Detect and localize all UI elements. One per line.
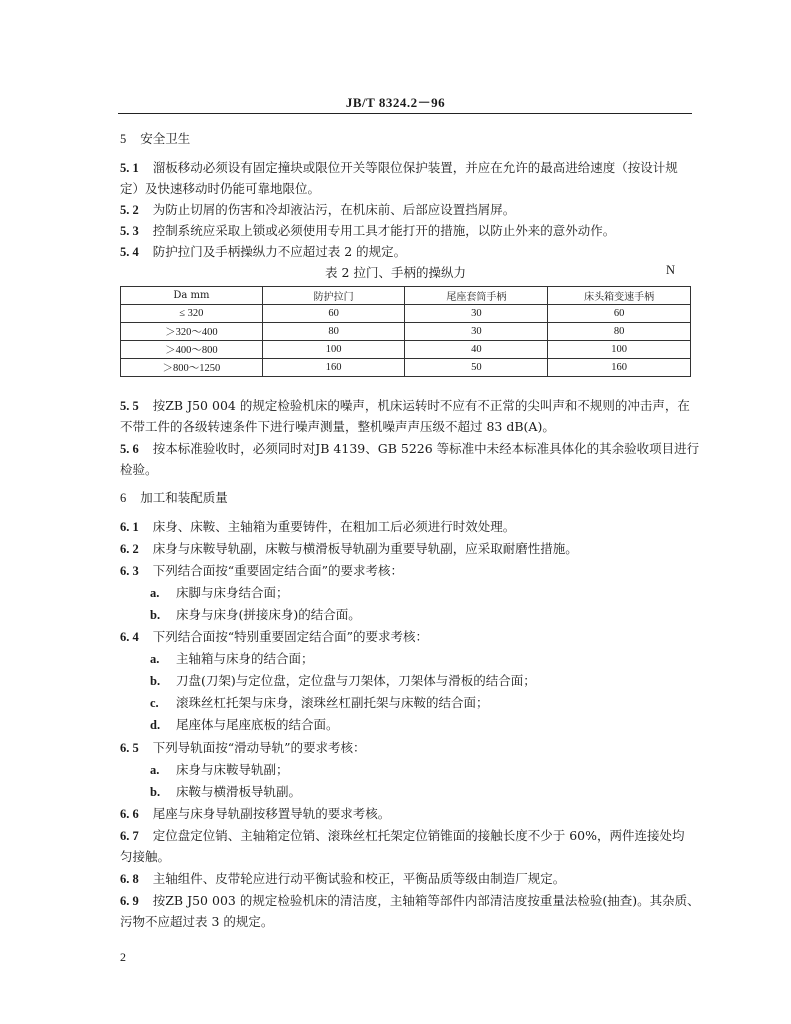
clause-number: 6. 8 xyxy=(120,872,139,886)
clause-number: 6. 3 xyxy=(120,564,139,578)
list-item xyxy=(150,781,301,803)
list-letter: a. xyxy=(150,586,160,600)
clause-number: 6. 5 xyxy=(120,741,139,755)
clause-6-7 xyxy=(120,825,692,847)
clause-text: 床身与床鞍导轨副，床鞍与横滑板导轨副为重要导轨副，应采取耐磨性措施。 xyxy=(152,541,578,556)
clause-5-5 xyxy=(120,395,692,417)
list-text: 床鞍与横滑板导轨副。 xyxy=(176,784,302,799)
table-row xyxy=(121,359,691,377)
table-cell: 100 xyxy=(548,341,691,359)
table-row xyxy=(121,323,691,341)
clause-6-1 xyxy=(120,516,692,538)
clause-text: 下列结合面按“特别重要固定结合面”的要求考核： xyxy=(152,629,429,644)
clause-6-9-cont xyxy=(120,911,692,932)
clause-text: 定）及快速移动时仍能可靠地限位。 xyxy=(120,181,321,196)
table-header-cell: 防护拉门 xyxy=(262,287,405,305)
clause-6-4 xyxy=(120,626,692,648)
clause-6-3 xyxy=(120,560,692,582)
list-letter: b. xyxy=(150,674,161,688)
table-cell: 60 xyxy=(548,305,691,323)
clause-number: 6. 1 xyxy=(120,520,139,534)
table-cell: 160 xyxy=(262,359,405,377)
clause-text: 溜板移动必须设有固定撞块或限位开关等限位保护装置，并应在允许的最高进给速度（按设计规 xyxy=(152,160,678,175)
table-2-caption: 表 2 拉门、手柄的操纵力 xyxy=(325,265,466,280)
list-item xyxy=(150,759,289,781)
clause-number: 6. 4 xyxy=(120,630,139,644)
list-text: 刀盘(刀架)与定位盘，定位盘与刀架体，刀架体与滑板的结合面； xyxy=(176,673,536,688)
clause-text: 下列结合面按“重要固定结合面”的要求考核： xyxy=(152,563,404,578)
list-letter: b. xyxy=(150,608,161,622)
table-cell: 100 xyxy=(262,341,405,359)
table-cell: 50 xyxy=(405,359,548,377)
clause-5-3 xyxy=(120,220,692,242)
clause-text: 床身、床鞍、主轴箱为重要铸件，在粗加工后必须进行时效处理。 xyxy=(152,519,516,534)
section-number: 5 xyxy=(120,132,127,146)
list-item xyxy=(150,604,361,626)
list-item xyxy=(150,582,289,604)
standard-code-header: JB/T 8324.2－96 xyxy=(345,95,446,110)
table-header-cell: Da mm xyxy=(121,287,263,305)
section-5-heading xyxy=(120,128,692,150)
clause-6-9 xyxy=(120,890,700,912)
clause-text: 为防止切屑的伤害和冷却液沾污，在机床前、后部应设置挡屑屏。 xyxy=(152,202,516,217)
clause-text: 匀接触。 xyxy=(120,849,171,864)
clause-text: 污物不应超过表 3 的规定。 xyxy=(120,914,274,929)
list-item xyxy=(150,714,339,736)
section-number: 6 xyxy=(120,491,127,505)
table-2 xyxy=(120,286,691,377)
clause-5-1-cont xyxy=(120,178,692,199)
clause-text: 尾座与床身导轨副按移置导轨的要求考核。 xyxy=(152,806,391,821)
clause-text: 不带工件的各级转速条件下进行噪声测量，整机噪声声压级不超过 83 dB(A)。 xyxy=(120,419,555,434)
table-cell: 60 xyxy=(262,305,405,323)
header-rule xyxy=(118,113,692,114)
table-row xyxy=(121,305,691,323)
table-cell: ＞320～400 xyxy=(121,323,263,341)
clause-text: 主轴组件、皮带轮应进行动平衡试验和校正，平衡品质等级由制造厂规定。 xyxy=(152,871,566,886)
list-item xyxy=(150,670,536,692)
clause-6-6 xyxy=(120,803,692,825)
list-text: 主轴箱与床身的结合面； xyxy=(176,651,314,666)
clause-text: 按本标准验收时，必须同时对JB 4139、GB 5226 等标准中未经本标准具体化的其余验收项目进行 xyxy=(152,441,700,456)
clause-5-6-cont xyxy=(120,459,692,480)
table-cell: ＞800～1250 xyxy=(121,359,263,377)
clause-text: 防护拉门及手柄操纵力不应超过表 2 的规定。 xyxy=(152,244,407,259)
clause-number: 5. 5 xyxy=(120,399,139,413)
clause-6-5 xyxy=(120,737,692,759)
clause-5-6 xyxy=(120,438,700,460)
clause-text: 控制系统应采取上锁或必须使用专用工具才能打开的措施，以防止外来的意外动作。 xyxy=(152,223,616,238)
clause-number: 6. 2 xyxy=(120,542,139,556)
clause-number: 5. 2 xyxy=(120,203,139,217)
table-row xyxy=(121,341,691,359)
table-cell: 30 xyxy=(405,305,548,323)
table-cell: 30 xyxy=(405,323,548,341)
table-header-cell: 床头箱变速手柄 xyxy=(548,287,691,305)
list-item xyxy=(150,648,314,670)
table-cell: 80 xyxy=(548,323,691,341)
table-cell: ＞400～800 xyxy=(121,341,263,359)
clause-text: 按ZB J50 004 的规定检验机床的噪声，机床运转时不应有不正常的尖叫声和不规则的冲击声，在 xyxy=(152,398,690,413)
table-cell: ≤ 320 xyxy=(121,305,263,323)
table-cell: 80 xyxy=(262,323,405,341)
clause-number: 6. 7 xyxy=(120,829,139,843)
section-title: 安全卫生 xyxy=(140,131,191,146)
list-letter: b. xyxy=(150,785,161,799)
clause-text: 按ZB J50 003 的规定检验机床的清洁度，主轴箱等部件内部清洁度按重量法检验(抽查)。其杂质、 xyxy=(152,893,700,908)
clause-6-8 xyxy=(120,868,692,890)
list-text: 床身与床身(拼接床身)的结合面。 xyxy=(176,607,361,622)
page-number: 2 xyxy=(120,950,126,964)
table-cell: 160 xyxy=(548,359,691,377)
table-header-row xyxy=(121,287,691,305)
clause-6-7-cont xyxy=(120,846,692,867)
list-letter: d. xyxy=(150,718,161,732)
list-item xyxy=(150,692,489,714)
list-letter: c. xyxy=(150,696,159,710)
clause-text: 下列导轨面按“滑动导轨”的要求考核： xyxy=(152,740,366,755)
clause-number: 6. 9 xyxy=(120,894,139,908)
table-2-unit: N xyxy=(666,263,676,277)
clause-text: 定位盘定位销、主轴箱定位销、滚珠丝杠托架定位销锥面的接触长度不少于 60%，两件连接处均 xyxy=(152,828,685,843)
clause-number: 5. 3 xyxy=(120,224,139,238)
clause-5-4 xyxy=(120,241,692,263)
list-letter: a. xyxy=(150,763,160,777)
clause-number: 5. 1 xyxy=(120,161,139,175)
clause-text: 检验。 xyxy=(120,462,158,477)
section-title: 加工和装配质量 xyxy=(140,490,228,505)
clause-number: 6. 6 xyxy=(120,807,139,821)
list-text: 尾座体与尾座底板的结合面。 xyxy=(176,717,339,732)
clause-5-2 xyxy=(120,199,692,221)
list-text: 床身与床鞍导轨副； xyxy=(176,762,289,777)
clause-6-2 xyxy=(120,538,692,560)
clause-number: 5. 6 xyxy=(120,442,139,456)
table-header-cell: 尾座套筒手柄 xyxy=(405,287,548,305)
table-cell: 40 xyxy=(405,341,548,359)
list-letter: a. xyxy=(150,652,160,666)
clause-number: 5. 4 xyxy=(120,245,139,259)
clause-5-5-cont xyxy=(120,416,692,437)
clause-5-1 xyxy=(120,157,692,179)
list-text: 床脚与床身结合面； xyxy=(176,585,289,600)
section-6-heading xyxy=(120,487,692,509)
list-text: 滚珠丝杠托架与床身，滚珠丝杠副托架与床鞍的结合面； xyxy=(176,695,489,710)
